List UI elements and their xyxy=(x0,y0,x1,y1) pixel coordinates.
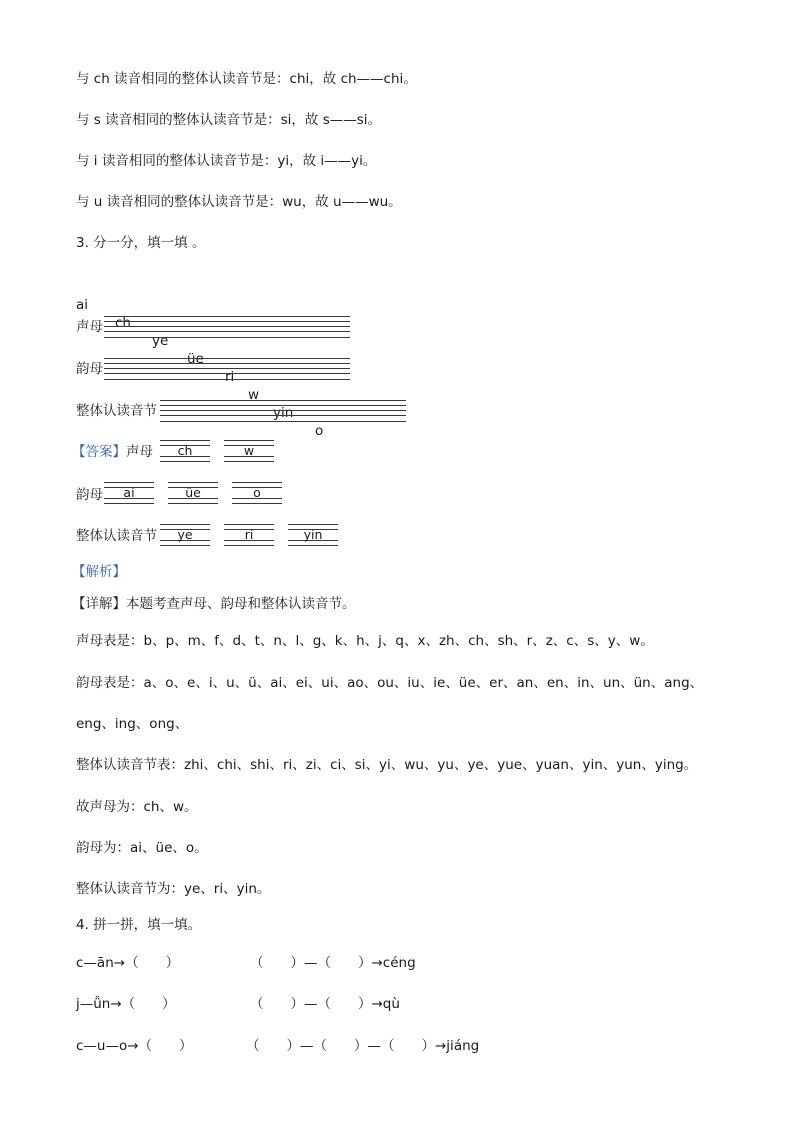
answer-word: ai xyxy=(123,485,135,500)
q4-row-left: c—ān→（ ） xyxy=(76,955,180,971)
row-label-shengmu: 声母 xyxy=(76,319,103,335)
q4-row-right: （ ）—（ ）→qù xyxy=(250,996,400,1012)
answer-word: o xyxy=(253,485,261,500)
analysis-detail: 【详解】本题考查声母、韵母和整体认读音节。 xyxy=(72,596,356,612)
analysis-tag: 【解析】 xyxy=(72,564,126,580)
answer-zhengti-blank xyxy=(224,524,274,548)
answer-zhengti-blank xyxy=(160,524,210,548)
answer-word: üe xyxy=(185,485,201,500)
answer-shengmu-label: 声母 xyxy=(126,444,153,460)
intro-line: 与 u 读音相同的整体认读音节是：wu，故 u——wu。 xyxy=(76,194,402,210)
result-zhengti: 整体认读音节为：ye、ri、yin。 xyxy=(76,881,271,897)
question-3-title: 3. 分一分，填一填 。 xyxy=(76,235,206,251)
syllable: o xyxy=(315,423,324,439)
answer-heading xyxy=(72,443,153,461)
syllable: üe xyxy=(187,351,204,367)
syllable: ri xyxy=(225,369,235,385)
zhengti-writing-lines[interactable] xyxy=(160,396,406,426)
answer-shengmu-blank xyxy=(160,440,210,464)
syllable: yin xyxy=(273,405,294,421)
q4-row-right: （ ）—（ ）—（ ）→jiáng xyxy=(246,1038,480,1054)
answer-shengmu-blank xyxy=(224,440,274,464)
answer-yunmu-blank xyxy=(104,482,154,506)
answer-zhengti-blank xyxy=(288,524,338,548)
answer-word: yin xyxy=(303,527,323,542)
yunmu-table-line-2: eng、ing、ong、 xyxy=(76,716,189,732)
intro-line: 与 i 读音相同的整体认读音节是：yi，故 i——yi。 xyxy=(76,153,377,169)
answer-zhengti-label: 整体认读音节 xyxy=(76,528,157,544)
answer-word: ri xyxy=(244,527,254,542)
answer-yunmu-label: 韵母 xyxy=(76,487,103,503)
syllable: w xyxy=(248,387,260,403)
yunmu-table-line-1: 韵母表是：a、o、e、i、u、ü、ai、ei、ui、ao、ou、iu、ie、üe、er、an、en、in、un、ün、ang、 xyxy=(76,675,704,691)
yunmu-writing-lines[interactable] xyxy=(104,354,350,384)
answer-word: w xyxy=(243,443,255,458)
answer-tag: 【答案】 xyxy=(72,444,126,460)
result-yunmu: 韵母为：ai、üe、o。 xyxy=(76,840,208,856)
syllable: ai xyxy=(76,297,89,313)
answer-word: ye xyxy=(177,527,193,542)
answer-yunmu-blank xyxy=(232,482,282,506)
intro-line: 与 ch 读音相同的整体认读音节是：chi，故 ch——chi。 xyxy=(76,71,417,87)
row-label-yunmu: 韵母 xyxy=(76,361,103,377)
q4-row-left: j—ǚn→（ ） xyxy=(76,996,176,1012)
zhengti-table: 整体认读音节表：zhi、chi、shi、ri、zi、ci、si、yi、wu、yu、ye、yue、yuan、yin、yun、ying。 xyxy=(76,757,698,773)
answer-yunmu-blank xyxy=(168,482,218,506)
shengmu-writing-lines[interactable] xyxy=(104,312,350,342)
answer-word: ch xyxy=(177,443,193,458)
syllable: ye xyxy=(152,333,169,349)
intro-line: 与 s 读音相同的整体认读音节是：si，故 s——si。 xyxy=(76,112,382,128)
q4-row-left: c—u—o→（ ） xyxy=(76,1038,193,1054)
result-shengmu: 故声母为：ch、w。 xyxy=(76,799,198,815)
syllable: ch xyxy=(115,315,131,331)
shengmu-table: 声母表是：b、p、m、f、d、t、n、l、g、k、h、j、q、x、zh、ch、sh、r、z、c、s、y、w。 xyxy=(76,633,654,649)
question-4-title: 4. 拼一拼，填一填。 xyxy=(76,917,202,933)
row-label-zhengti: 整体认读音节 xyxy=(76,403,157,419)
q4-row-right: （ ）—（ ）→céng xyxy=(250,955,416,971)
